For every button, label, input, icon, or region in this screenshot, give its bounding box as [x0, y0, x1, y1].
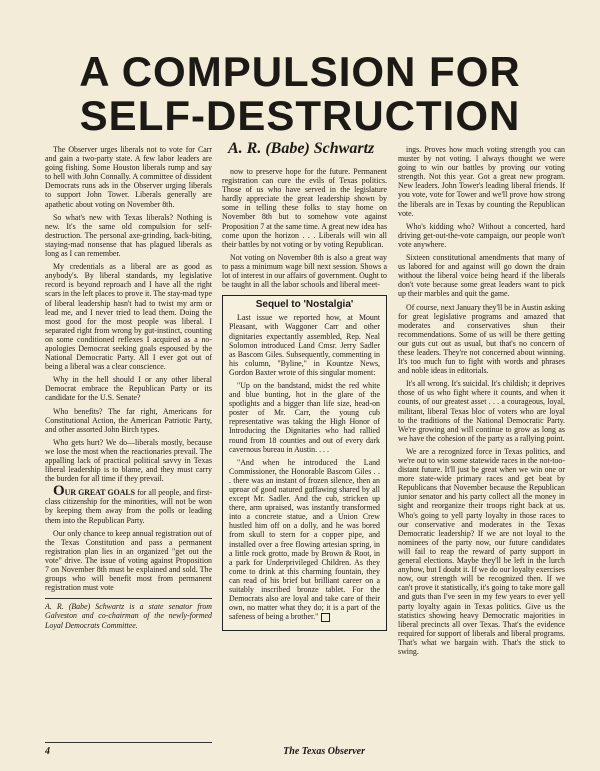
column-1	[45, 145, 212, 630]
end-mark-icon	[321, 613, 330, 622]
paragraph: Who gets hurt? We do—liberals mostly, because we lose the most when the reactionaries prevail. The appalling lack of practical political savvy in Texas liberal leadership is to blame, and they must carry the burden for all time if they prevail.	[45, 437, 212, 484]
publication-name: The Texas Observer	[283, 746, 365, 757]
headline-line1: A COMPULSION FOR	[79, 48, 521, 95]
paragraph-text: for all people, and first-class citizenship for the minorities, will not be won by keeping them away from the polls or leading them into the Republican Party.	[45, 488, 212, 525]
page-number: 4	[45, 746, 50, 757]
author-bio: A. R. (Babe) Schwartz is a state senator from Galveston and co-chairman of the newly-formed Loyal Democrats Committee.	[45, 598, 212, 629]
sidebar-paragraph: Last issue we reported how, at Mount Pleasant, with Waggoner Carr and other dignitaries expectantly assembled, Rep. Neal Solomon introduced Land Cmsr. Jerry Sadler as Bascom Giles. Subsequently, commenting in his column, "Byline," in Kountze News, Gordon Baxter wrote of this singular moment:	[229, 313, 380, 377]
paragraph-drop-cap	[45, 483, 212, 525]
paragraph: Who's kidding who? Without a concerted, hard driving get-out-the-vote campaign, our people won't vote anywhere.	[398, 221, 565, 249]
sidebar-title: Sequel to 'Nostalgia'	[255, 299, 354, 311]
paragraph: ings. Proves how much voting strength you can muster by not voting. I always thought we were going to win our battles by proving our voting strength. Not this year. Got a great new program. New leaders. John Tower's leading liberal friends. If you vote, vote for Tower and we'll prove how strong the liberals are in Texas by counting the Republican vote.	[398, 145, 565, 218]
footer-divider	[45, 742, 212, 743]
byline: A. R. (Babe) Schwartz	[228, 140, 375, 157]
paragraph: Who benefits? The far right, Americans for Constitutional Action, the American Patriotic Party, and other assorted John Birch types.	[45, 406, 212, 434]
paragraph: My credentials as a liberal are as good as anybody's. By liberal standards, my legislative record is beyond reproach and I have all the right scars in the left places to prove it. The stay-mad type of liberal leadership hasn't had to twist my arm or lead me, and I never tried to lead them. Doing the most good for the most people was liberal. I separated right from wrong by gut-instinct, counting on some conditioned reflexes I acquired as a no-apologies Democrat seeking goals espoused by the National Democratic Party. All I ever got out of being a liberal was a clear conscience.	[45, 262, 212, 372]
paragraph: Not voting on November 8th is also a great way to pass a minimum wage bill next session. Shows a lot of interest in our affairs of government. Ought to be taught in all the labor schools and liberal meet-	[222, 252, 387, 290]
sidebar-box	[222, 295, 387, 631]
paragraph: We are a recognized force in Texas politics, and we're out to win some statewide races in the not-too-distant future. It'll just be great when we win one or more state-wide primary races and get beat by Republicans that November because the Republican junior senator and his party collect all the money in sight and reorganize their troops right back at us. Who's going to yell party loyalty in those races to our conservative and moderates in the Texas Democratic leadership? If we are not loyal to the nominees of the party now, our future candidates will fail to reap the reward of party support in general elections. Maybe they'll be left in the lurch anyhow, but I doubt it. If we do our loyalty exercises now, our strength will be recognized then. If we can't prove it statistically, it's going to take more gall and guts than I've seen in my few years to ever yell party loyalty again in Texas politics. Give us the statistics showing heavy Democratic majorities in liberal precincts all over Texas. That's the evidence required for support of liberals and liberal programs. That's what we bargain with. That's the stick to swing.	[398, 446, 565, 656]
headline-line2: SELF-DESTRUCTION	[79, 92, 521, 139]
column-3	[398, 145, 565, 660]
paragraph: It's all wrong. It's suicidal. It's childish; it deprives those of us who fight where it counts, and when it counts, of our greatest asset . . . a courageous, loyal, militant, liberal Texas bloc of voters who are loyal to the traditions of the National Democratic Party. We're growing and will continue to grow as long as we have the cohesion of the party as a rallying point.	[398, 379, 565, 443]
sidebar-paragraph-text: "And when he introduced the Land Commissioner, the Honorable Bascom Giles . . . there was an instant of frozen silence, then an uproar of good natured guffawing shared by all except Mr. Sadler. And the cub, stricken up there, arm upraised, was instantly transformed into a concrete statue, and a Union Crew hustled him off on a dolly, and he was bored from skull to stern for a copper pipe, and installed over a free flowing artesian spring, in a little rock grotto, made by Brown & Root, in a park for Underprivileged Children. As they come to drink at this charming fountain, they can read of his brief but brilliant career on a suitably inscribed bronze tablet. For the Democrats also are loyal and take care of their own, no matter what they do; it is a part of the safeness of being a brother."	[229, 457, 380, 622]
headline	[14, 0, 586, 138]
column-2	[222, 167, 387, 631]
paragraph: The Observer urges liberals not to vote for Carr and gain a two-party state. A few labor leaders are going fishing. Some Houston liberals rump and say to hell with John Connally. A committee of dissident Democrats runs ads in the Observer urging liberals to support John Tower. Liberals generally are apathetic about voting on November 8th.	[45, 145, 212, 209]
paragraph: Why in the hell should I or any other liberal Democrat embrace the Republican Party or its candidate for the U.S. Senate?	[45, 375, 212, 403]
sidebar-paragraph: "Up on the bandstand, midst the red white and blue bunting, hot in the glare of the spotlights and a bigger than life size, head-on poster of Mr. Carr, the young cub representative was taking the High Honor of Introducing the Dignitaries who had rallied round from 18 counties and out of every dark cavernous bureau in Austin. . . .	[229, 380, 380, 454]
sidebar-paragraph	[229, 458, 380, 622]
paragraph: So what's new with Texas liberals? Nothing is new. It's the same old compulsion for self-destruction. The personal axe-grinding, back-biting, staying-mad nonsense that has plagued liberals as long as I can remember.	[45, 212, 212, 259]
paragraph: Sixteen constitutional amendments that many of us labored for and against will go down the drain without the liberal voice being heard if the liberals don't vote because some great leaders want to pick up their marbles and quit the game.	[398, 253, 565, 299]
paragraph: now to preserve hope for the future. Permanent registration can cure the evils of Texas politics. Those of us who have served in the legislature hardly appreciate the great leadership shown by some in telling these folks to stay home on November 8th but to somehow vote against Proposition 7 at the same time. A great new idea has come upon the horizon . . . Liberals will win all their battles by not voting or by voting Republican.	[222, 167, 388, 249]
lead-in: UR GREAT GOALS	[64, 488, 136, 498]
paragraph: Our only chance to keep annual registration out of the Texas Constitution and pass a permanent registration plan lies in an organized "get out the vote" drive. The issue of voting against Proposition 7 on November 8th must be explained and sold. The groups who will benefit most from permanent registration must vote	[45, 528, 212, 593]
drop-cap: O	[53, 483, 65, 500]
page-footer	[45, 746, 565, 757]
paragraph: Of course, next January they'll be in Austin asking for great legislative programs and amazed that moderates and conservatives shun their recommendations. Some of us will be there getting our guts cut out as usual, but that's no concern of these leaders. They're not concerned about winning. It's too much fun to fight with words and phrases and noble ideas in editorials.	[398, 302, 565, 376]
article-body	[45, 145, 565, 740]
